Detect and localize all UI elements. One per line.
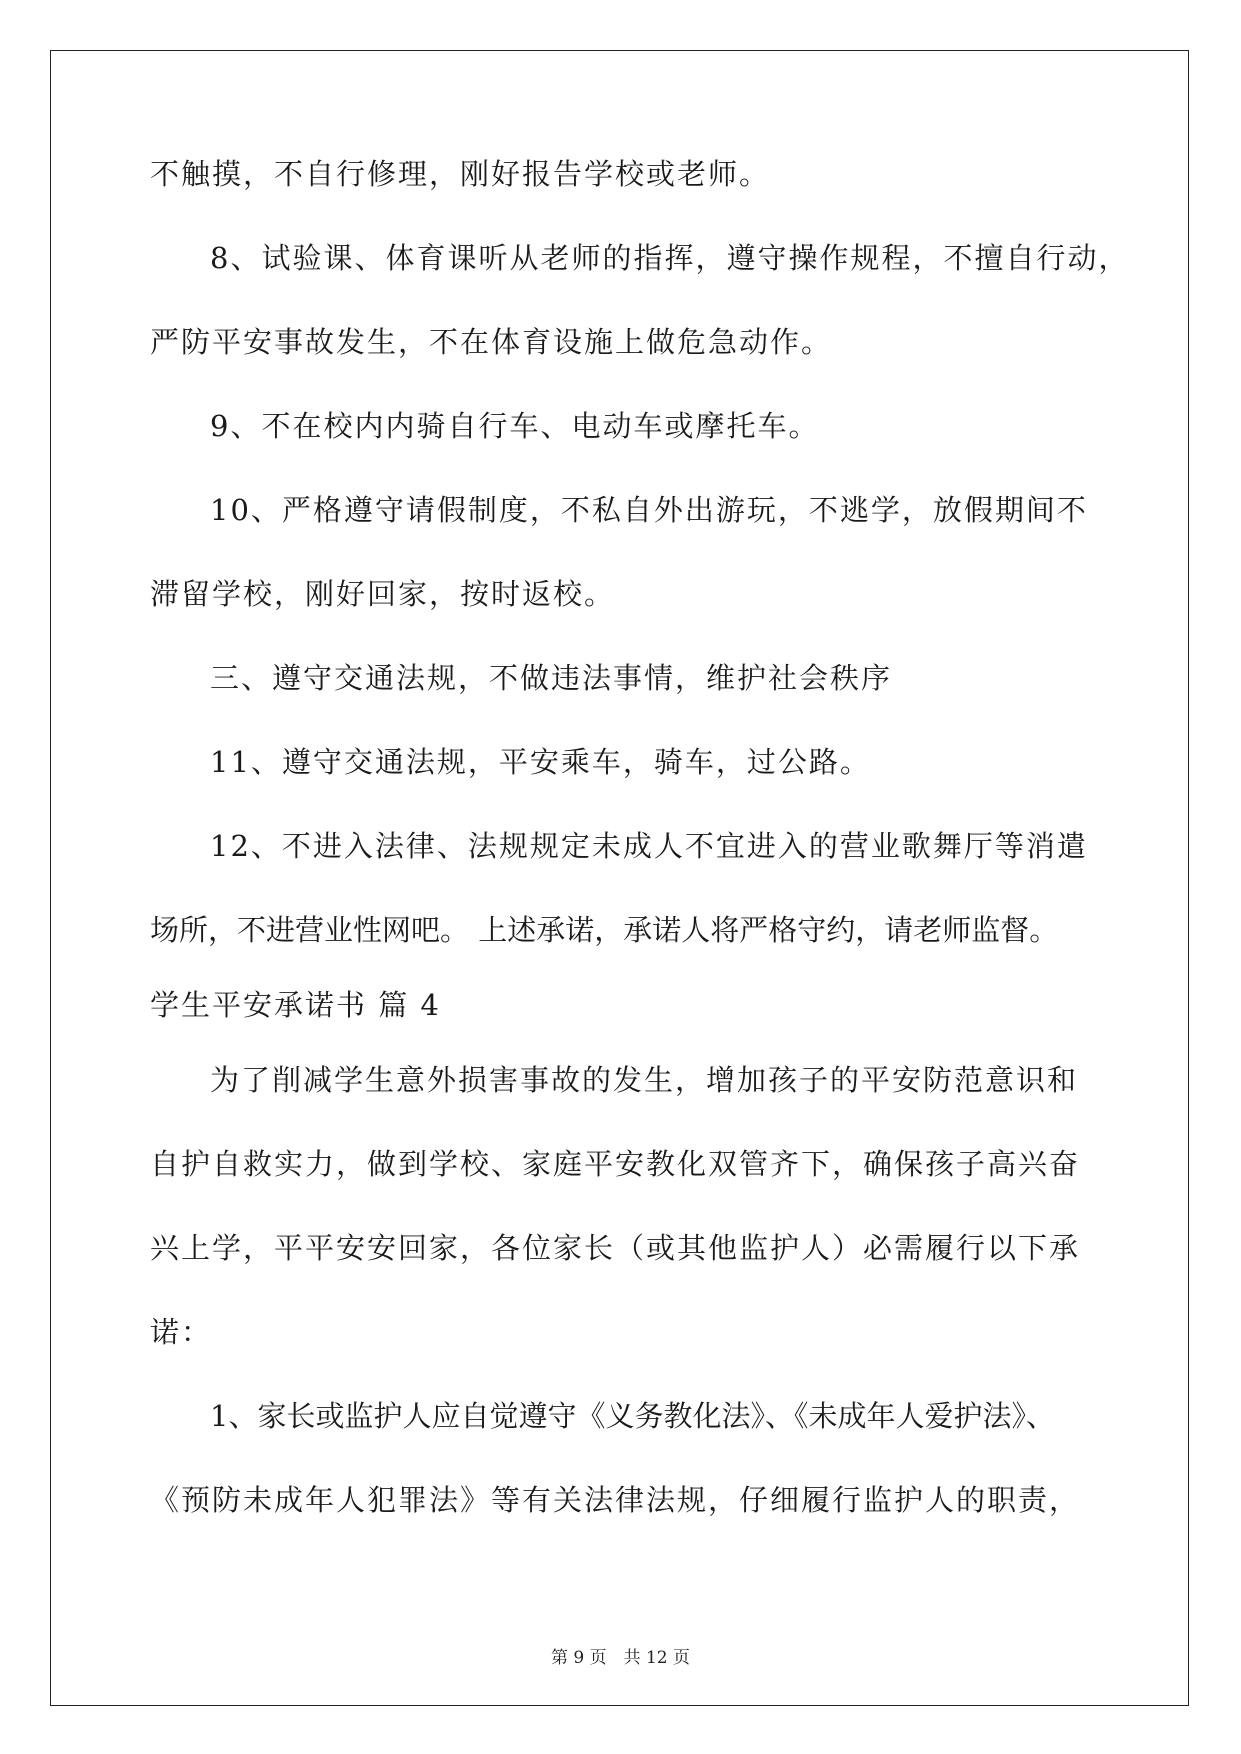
section-heading: 三、遵守交通法规，不做违法事情，维护社会秩序	[210, 661, 893, 695]
document-title: 学生平安承诺书 篇 4	[150, 988, 441, 1022]
body-line-12: 为了削减学生意外损害事故的发生，增加孩子的平安防范意识和	[210, 1063, 1079, 1097]
body-line-6: 滞留学校，刚好回家，按时返校。	[150, 577, 616, 611]
body-line-16: 1、家长或监护人应自觉遵守《义务教化法》、《未成年人爱护法》、	[210, 1399, 1055, 1433]
body-line-9: 12、不进入法律、法规规定未成人不宜进入的营业歌舞厅等消遣	[210, 829, 1088, 863]
body-line-3: 严防平安事故发生，不在体育设施上做危急动作。	[150, 325, 833, 359]
body-line-8: 11、遵守交通法规，平安乘车，骑车，过公路。	[210, 745, 871, 779]
body-line-5: 10、严格遵守请假制度，不私自外出游玩，不逃学，放假期间不	[210, 493, 1088, 527]
page-border	[50, 50, 1189, 1706]
body-line-10: 场所，不进营业性网吧。 上述承诺，承诺人将严格守约，请老师监督。	[150, 913, 1059, 947]
body-line-1: 不触摸，不自行修理，刚好报告学校或老师。	[150, 157, 771, 191]
body-line-14: 兴上学，平平安安回家，各位家长（或其他监护人）必需履行以下承	[150, 1231, 1081, 1265]
body-line-4: 9、不在校内内骑自行车、电动车或摩托车。	[210, 409, 820, 443]
body-line-15: 诺：	[150, 1315, 213, 1349]
body-line-13: 自护自救实力，做到学校、家庭平安教化双管齐下，确保孩子高兴奋	[150, 1147, 1081, 1181]
body-line-2: 8、试验课、体育课听从老师的指挥，遵守操作规程，不擅自行动，	[210, 241, 1130, 275]
body-line-17: 《预防未成年人犯罪法》等有关法律法规，仔细履行监护人的职责，	[150, 1483, 1081, 1517]
page-number: 第 9 页 共 12 页	[550, 1648, 691, 1668]
